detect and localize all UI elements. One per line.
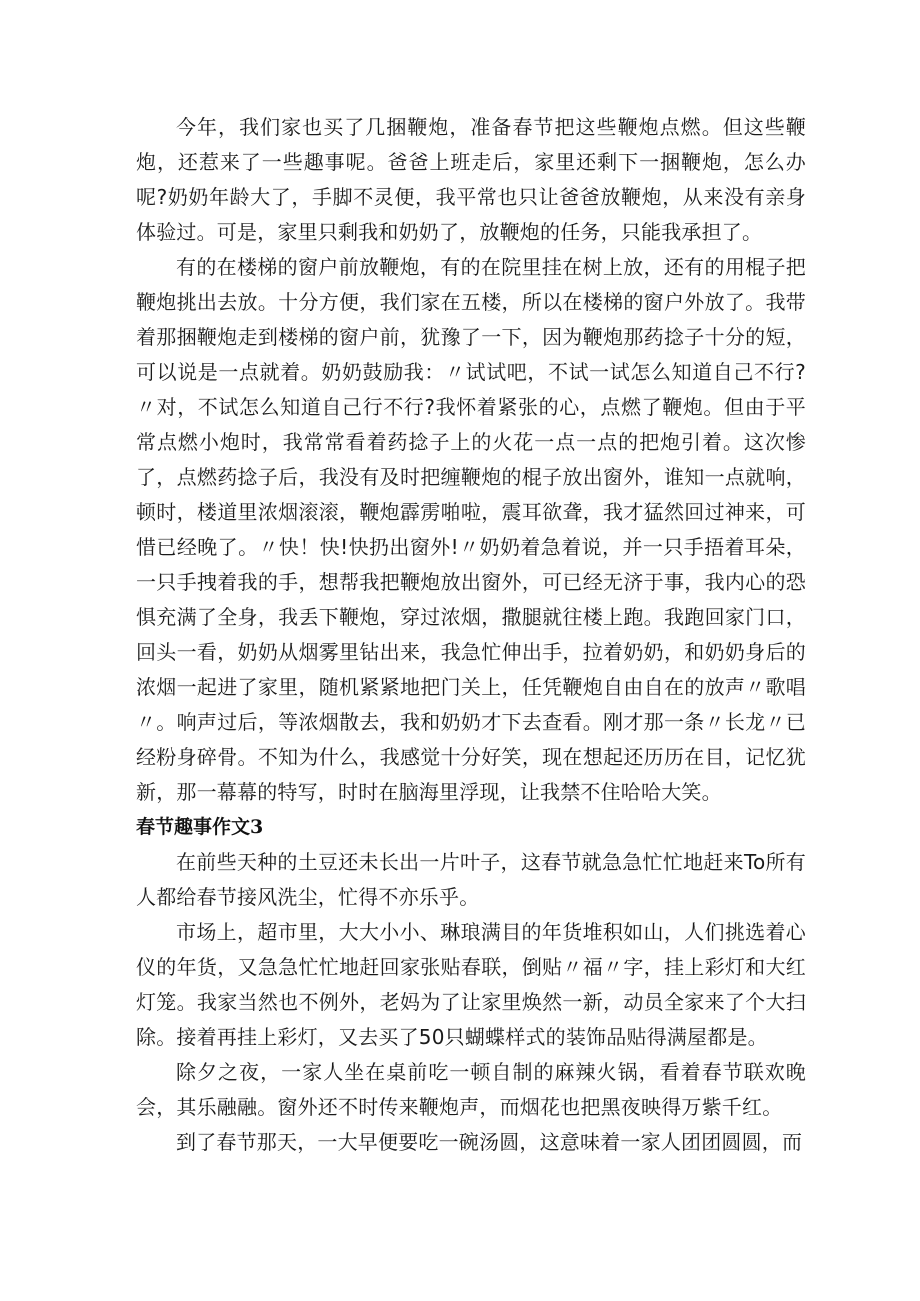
paragraph-market: 市场上，超市里，大大小小、琳琅满目的年货堆积如山，人们挑选着心仪的年货，又急急忙忙地赶回家张贴春联，倒贴〃福〃字，挂上彩灯和大红灯笼。我家当然也不例外，老妈为了让家里焕然一新，动员全家来了个大扫除。接着再挂上彩灯，又去买了50只蝴蝶样式的装饰品贴得满屋都是。 [136, 920, 806, 1049]
paragraph-firecrackers-story: 有的在楼梯的窗户前放鞭炮，有的在院里挂在树上放，还有的用棍子把鞭炮挑出去放。十分方便，我们家在五楼，所以在楼梯的窗户外放了。我带着那捆鞭炮走到楼梯的窗户前，犹豫了一下，因为鞭炮那药捻子十分的短，可以说是一点就着。奶奶鼓励我：〃试试吧，不试一试怎么知道自己不行?〃对，不试怎么知道自己行不行?我怀着紧张的心，点燃了鞭炮。但由于平常点燃小炮时，我常常看着药捻子上的火花一点一点的把炮引着。这次惨了，点燃药捻子后，我没有及时把缠鞭炮的棍子放出窗外，谁知一点就响，顿时，楼道里浓烟滚滚，鞭炮霹雳啪啦，震耳欲聋，我才猛然回过神来，可惜已经晚了。〃快！快!快扔出窗外!〃奶奶着急着说，并一只手捂着耳朵，一只手拽着我的手，想帮我把鞭炮放出窗外，可已经无济于事，我内心的恐惧充满了全身，我丢下鞭炮，穿过浓烟，撒腿就往楼上跑。我跑回家门口，回头一看，奶奶从烟雾里钻出来，我急忙伸出手，拉着奶奶，和奶奶身后的浓烟一起进了家里，随机紧紧地把门关上，任凭鞭炮自由自在的放声〃歌唱〃。响声过后，等浓烟散去，我和奶奶才下去查看。刚才那一条〃长龙〃已经粉身碎骨。不知为什么，我感觉十分好笑，现在想起还历历在目，记忆犹新，那一幕幕的特写，时时在脑海里浮现，让我禁不住哈哈大笑。 [136, 255, 806, 804]
paragraph-firecrackers-intro: 今年，我们家也买了几捆鞭炮，准备春节把这些鞭炮点燃。但这些鞭炮，还惹来了一些趣事呢。爸爸上班走后，家里还剩下一捆鞭炮，怎么办呢?奶奶年龄大了，手脚不灵便，我平常也只让爸爸放鞭炮，从来没有亲身体验过。可是，家里只剩我和奶奶了，放鞭炮的任务，只能我承担了。 [136, 115, 806, 244]
section-heading: 春节趣事作文3 [136, 816, 264, 838]
paragraph-new-years-eve: 除夕之夜，一家人坐在桌前吃一顿自制的麻辣火锅，看着春节联欢晚会，其乐融融。窗外还不时传来鞭炮声，而烟花也把黑夜映得万紫千红。 [136, 1060, 806, 1119]
paragraph-spring-festival-day: 到了春节那天，一大早便要吃一碗汤圆，这意味着一家人团团圆圆，而 [176, 1130, 803, 1154]
paragraph-potatoes: 在前些天种的土豆还未长出一片叶子，这春节就急急忙忙地赶来To所有人都给春节接风洗尘，忙得不亦乐乎。 [136, 850, 806, 909]
document-body [136, 110, 806, 1160]
